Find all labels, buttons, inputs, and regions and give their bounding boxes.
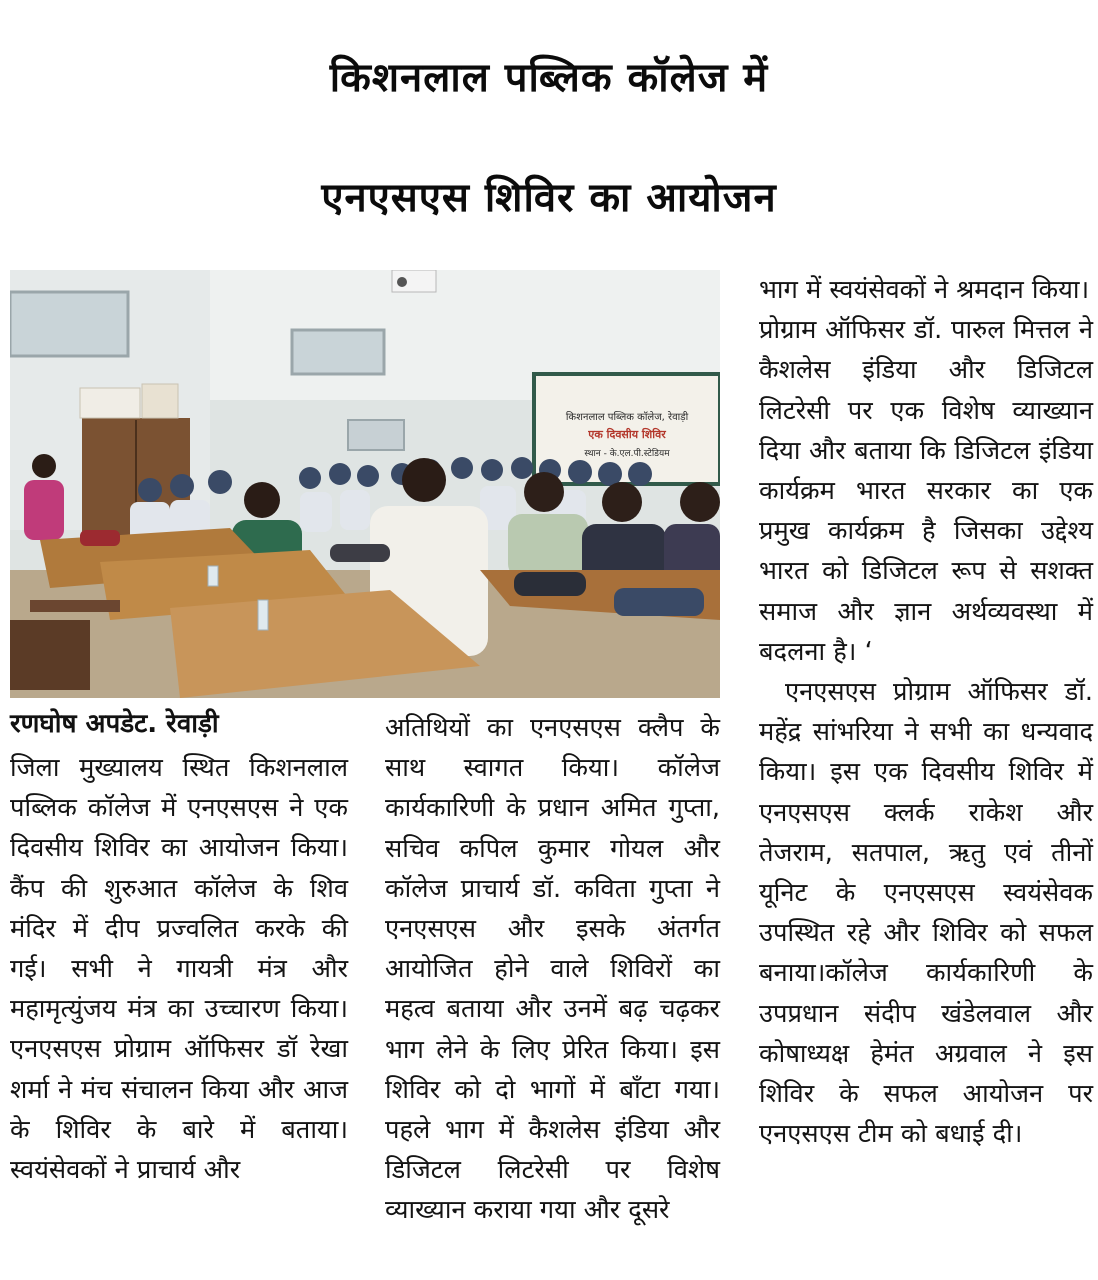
headline	[0, 18, 1098, 258]
article-paragraph: अतिथियों का एनएसएस क्लैप के साथ स्वागत किया। कॉलेज कार्यकारिणी के प्रधान अमित गुप्ता, सचिव कपिल कुमार गोयल और कॉलेज प्राचार्य डॉ. कविता गुप्ता ने एनएसएस और इसके अंतर्गत आयोजित होने वाले शिविरों का महत्व बताया और उनमें बढ़ चढ़कर भाग लेने के लिए प्रेरित किया। इस शिविर को दो भागों में बाँटा गया। पहले भाग में कैशलेस इंडिया और डिजिटल लिटरेसी पर विशेष व्याख्यान कराया गया और दूसरे	[385, 713, 720, 1226]
headline-line-1: किशनलाल पब्लिक कॉलेज में	[329, 55, 769, 101]
article-column-1	[10, 748, 348, 1190]
article-column-3	[759, 270, 1093, 1154]
news-photo	[10, 270, 720, 698]
article-paragraph: प्रोग्राम ऑफिसर डॉ. पारुल मित्तल ने कैशलेस इंडिया और डिजिटल लिटरेसी पर एक विशेष व्याख्यान दिया और बताया कि डिजिटल इंडिया कार्यक्रम भारत सरकार का एक प्रमुख कार्यक्रम है जिसका उद्देश्य भारत को डिजिटल रूप से सशक्त समाज और ज्ञान अर्थव्यवस्था में बदलना है। ‘	[759, 315, 1093, 667]
article-paragraph: जिला मुख्यालय स्थित किशनलाल पब्लिक कॉलेज में एनएसएस ने एक दिवसीय शिविर का आयोजन किया। कैंप की शुरुआत कॉलेज के शिव मंदिर में दीप प्रज्वलित करके की गई। सभी ने गायत्री मंत्र और महामृत्युंजय मंत्र का उच्चारण किया। एनएसएस प्रोग्राम ऑफिसर डॉ रेखा शर्मा ने मंच संचालन किया और आज के शिविर के बारे में बताया। स्वयंसेवकों ने प्राचार्य और	[10, 753, 348, 1186]
headline-line-2: एनएसएस शिविर का आयोजन	[321, 175, 777, 221]
classroom-photo-illustration	[10, 270, 720, 698]
article-paragraph: भाग में स्वयंसेवकों ने श्रमदान किया।	[759, 275, 1090, 305]
photo-banner-line-3: स्थान - के.एल.पी.स्टेडियम	[584, 449, 670, 459]
dateline: रणघोष अपडेट. रेवाड़ी	[10, 709, 219, 739]
article-paragraph: एनएसएस प्रोग्राम ऑफिसर डॉ. महेंद्र सांभरिया ने सभी का धन्यवाद किया। इस एक दिवसीय शिविर में एनएसएस क्लर्क राकेश और तेजराम, सतपाल, ऋतु एवं तीनों यूनिट के एनएसएस स्वयंसेवक उपस्थित रहे और शिविर को सफल बनाया।कॉलेज कार्यकारिणी के उपप्रधान संदीप खंडेलवाल और कोषाध्यक्ष हेमंत अग्रवाल ने इस शिविर के सफल आयोजन पर एनएसएस टीम को बधाई दी।	[759, 677, 1093, 1150]
photo-banner-line-1: किशनलाल पब्लिक कॉलेज, रेवाड़ी	[565, 412, 689, 423]
photo-banner-line-2: एक दिवसीय शिविर	[588, 428, 666, 441]
article-column-2	[385, 708, 720, 1231]
